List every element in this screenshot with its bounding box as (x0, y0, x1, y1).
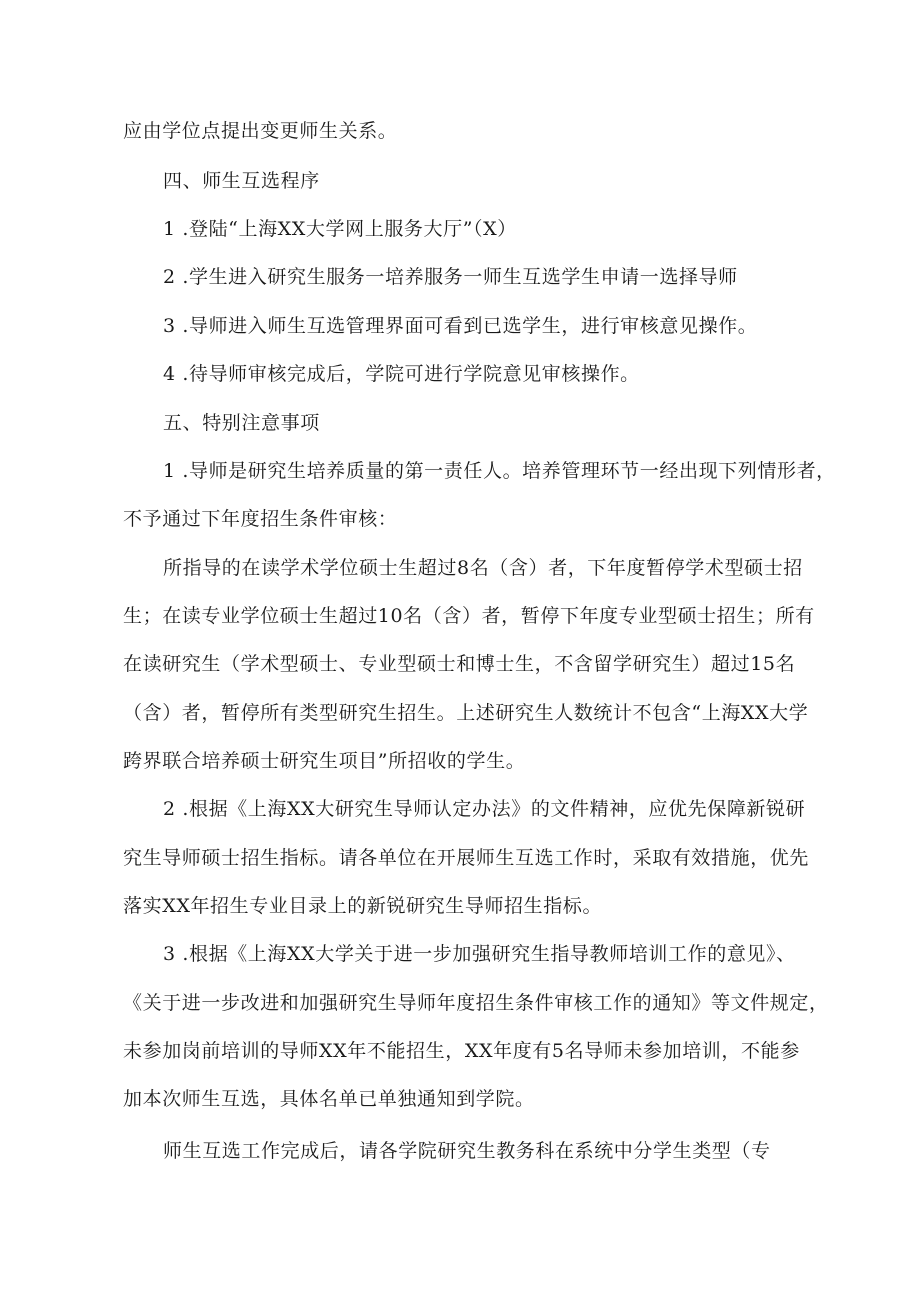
paragraph-line: （含）者，暂停所有类型研究生招生。上述研究生人数统计不包含“上海XX大学 (123, 702, 809, 724)
paragraph-line: 《关于进一步改进和加强研究生导师年度招生条件审核工作的通知》等文件规定， (123, 992, 829, 1014)
paragraph-line: 落实XX年招生专业目录上的新锐研究生导师招生指标。 (123, 895, 603, 917)
section-heading: 四、师生互选程序 (163, 170, 320, 192)
paragraph-line: 跨界联合培养硕士研究生项目”所招收的学生。 (123, 750, 526, 772)
paragraph-line: 1 .登陆“上海XX大学网上服务大厅”（X） (163, 218, 517, 240)
paragraph-line: 应由学位点提出变更师生关系。 (123, 120, 398, 142)
paragraph-line: 2 .学生进入研究生服务一培养服务一师生互选学生申请一选择导师 (163, 266, 738, 288)
paragraph-line: 所指导的在读学术学位硕士生超过8名（含）者，下年度暂停学术型硕士招 (163, 557, 803, 579)
paragraph-line: 加本次师生互选，具体名单已单独通知到学院。 (123, 1088, 535, 1110)
paragraph-line: 4 .待导师审核完成后，学院可进行学院意见审核操作。 (163, 363, 640, 385)
paragraph-line: 究生导师硕士招生指标。请各单位在开展师生互选工作时，采取有效措施，优先 (123, 847, 810, 869)
paragraph-line: 师生互选工作完成后，请各学院研究生教务科在系统中分学生类型（专 (163, 1140, 771, 1162)
section-heading: 五、特别注意事项 (163, 412, 320, 434)
paragraph-line: 不予通过下年度招生条件审核： (123, 508, 398, 530)
paragraph-line: 1 .导师是研究生培养质量的第一责任人。培养管理环节一经出现下列情形者， (163, 460, 836, 482)
paragraph-line: 在读研究生（学术型硕士、专业型硕士和博士生，不含留学研究生）超过15名 (123, 653, 796, 675)
paragraph-line: 未参加岗前培训的导师XX年不能招生，XX年度有5名导师未参加培训，不能参 (123, 1040, 800, 1062)
paragraph-line: 3 .导师进入师生互选管理界面可看到已选学生，进行审核意见操作。 (163, 315, 758, 337)
paragraph-line: 2 .根据《上海XX大研究生导师认定办法》的文件精神，应优先保障新锐研 (163, 798, 806, 820)
paragraph-line: 生；在读专业学位硕士生超过10名（含）者，暂停下年度专业型硕士招生；所有 (123, 605, 815, 627)
paragraph-line: 3 .根据《上海XX大学关于进一步加强研究生指导教师培训工作的意见》、 (163, 943, 796, 965)
